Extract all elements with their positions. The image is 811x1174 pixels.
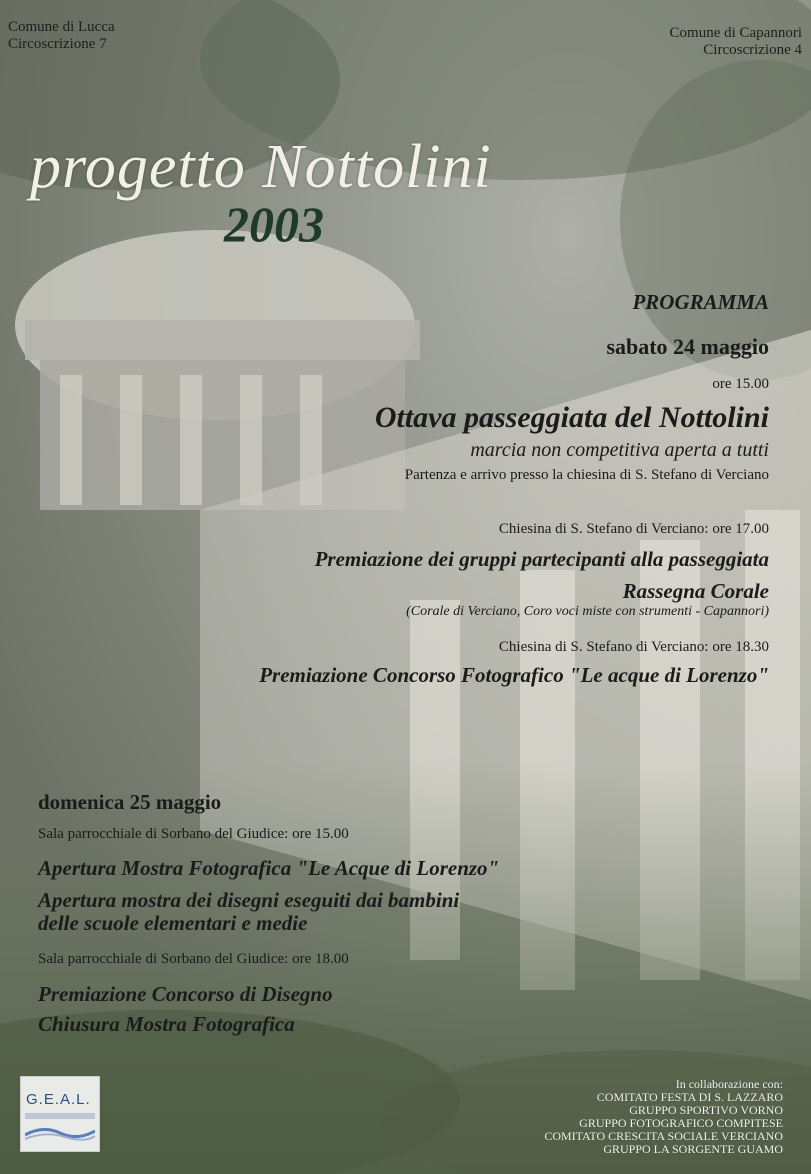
credit-item: GRUPPO FOTOGRAFICO COMPITESE xyxy=(579,1116,783,1130)
credit-item: GRUPPO SPORTIVO VORNO xyxy=(629,1103,783,1117)
programma-heading: PROGRAMMA xyxy=(632,290,769,314)
saturday-event1: Ottava passeggiata del Nottolini xyxy=(374,401,769,434)
header-left-line2: Circoscrizione 7 xyxy=(8,36,107,52)
logo-bar xyxy=(25,1113,95,1119)
saturday-date: sabato 24 maggio xyxy=(606,334,769,359)
credit-item: COMITATO CRESCITA SOCIALE VERCIANO xyxy=(544,1129,783,1143)
title-main: progetto Nottolini xyxy=(30,133,492,201)
saturday-event3: Rassegna Corale xyxy=(622,579,769,603)
header-right-line1: Comune di Capannori xyxy=(669,25,802,41)
header-left-line1: Comune di Lucca xyxy=(8,19,115,35)
saturday-event3-sub: (Corale di Verciano, Coro voci miste con strumenti - Capannori) xyxy=(406,604,769,619)
saturday-time1: ore 15.00 xyxy=(712,376,769,392)
saturday-event4: Premiazione Concorso Fotografico "Le acque di Lorenzo" xyxy=(259,663,769,687)
sunday-event4: Chiusura Mostra Fotografica xyxy=(38,1012,295,1036)
geal-logo-text: G.E.A.L. xyxy=(26,1091,91,1108)
credits-intro: In collaborazione con: xyxy=(675,1077,783,1091)
saturday-event1-place: Partenza e arrivo presso la chiesina di S. Stefano di Verciano xyxy=(404,467,769,483)
saturday-event1-sub: marcia non competitiva aperta a tutti xyxy=(470,439,769,461)
credit-item: COMITATO FESTA DI S. LAZZARO xyxy=(596,1090,783,1104)
sunday-date: domenica 25 maggio xyxy=(38,790,222,814)
title-year: 2003 xyxy=(224,196,324,252)
sunday-event2-line1: Apertura mostra dei disegni eseguiti dai bambini xyxy=(38,888,460,912)
sunday-event3: Premiazione Concorso di Disegno xyxy=(38,982,333,1006)
sunday-place2: Sala parrocchiale di Sorbano del Giudice: ore 18.00 xyxy=(38,951,349,967)
header-right-line2: Circoscrizione 4 xyxy=(703,42,802,58)
saturday-event2: Premiazione dei gruppi partecipanti alla passeggiata xyxy=(314,547,769,571)
credit-item: GRUPPO LA SORGENTE GUAMO xyxy=(603,1142,783,1156)
sunday-place1: Sala parrocchiale di Sorbano del Giudice: ore 15.00 xyxy=(38,826,349,842)
sunday-event1: Apertura Mostra Fotografica "Le Acque di Lorenzo" xyxy=(38,856,500,880)
sunday-event2-line2: delle scuole elementari e medie xyxy=(38,911,308,935)
wave-icon xyxy=(25,1125,95,1141)
geal-logo xyxy=(20,1076,100,1152)
saturday-place2: Chiesina di S. Stefano di Verciano: ore 17.00 xyxy=(498,521,769,537)
saturday-place3: Chiesina di S. Stefano di Verciano: ore 18.30 xyxy=(498,639,769,655)
